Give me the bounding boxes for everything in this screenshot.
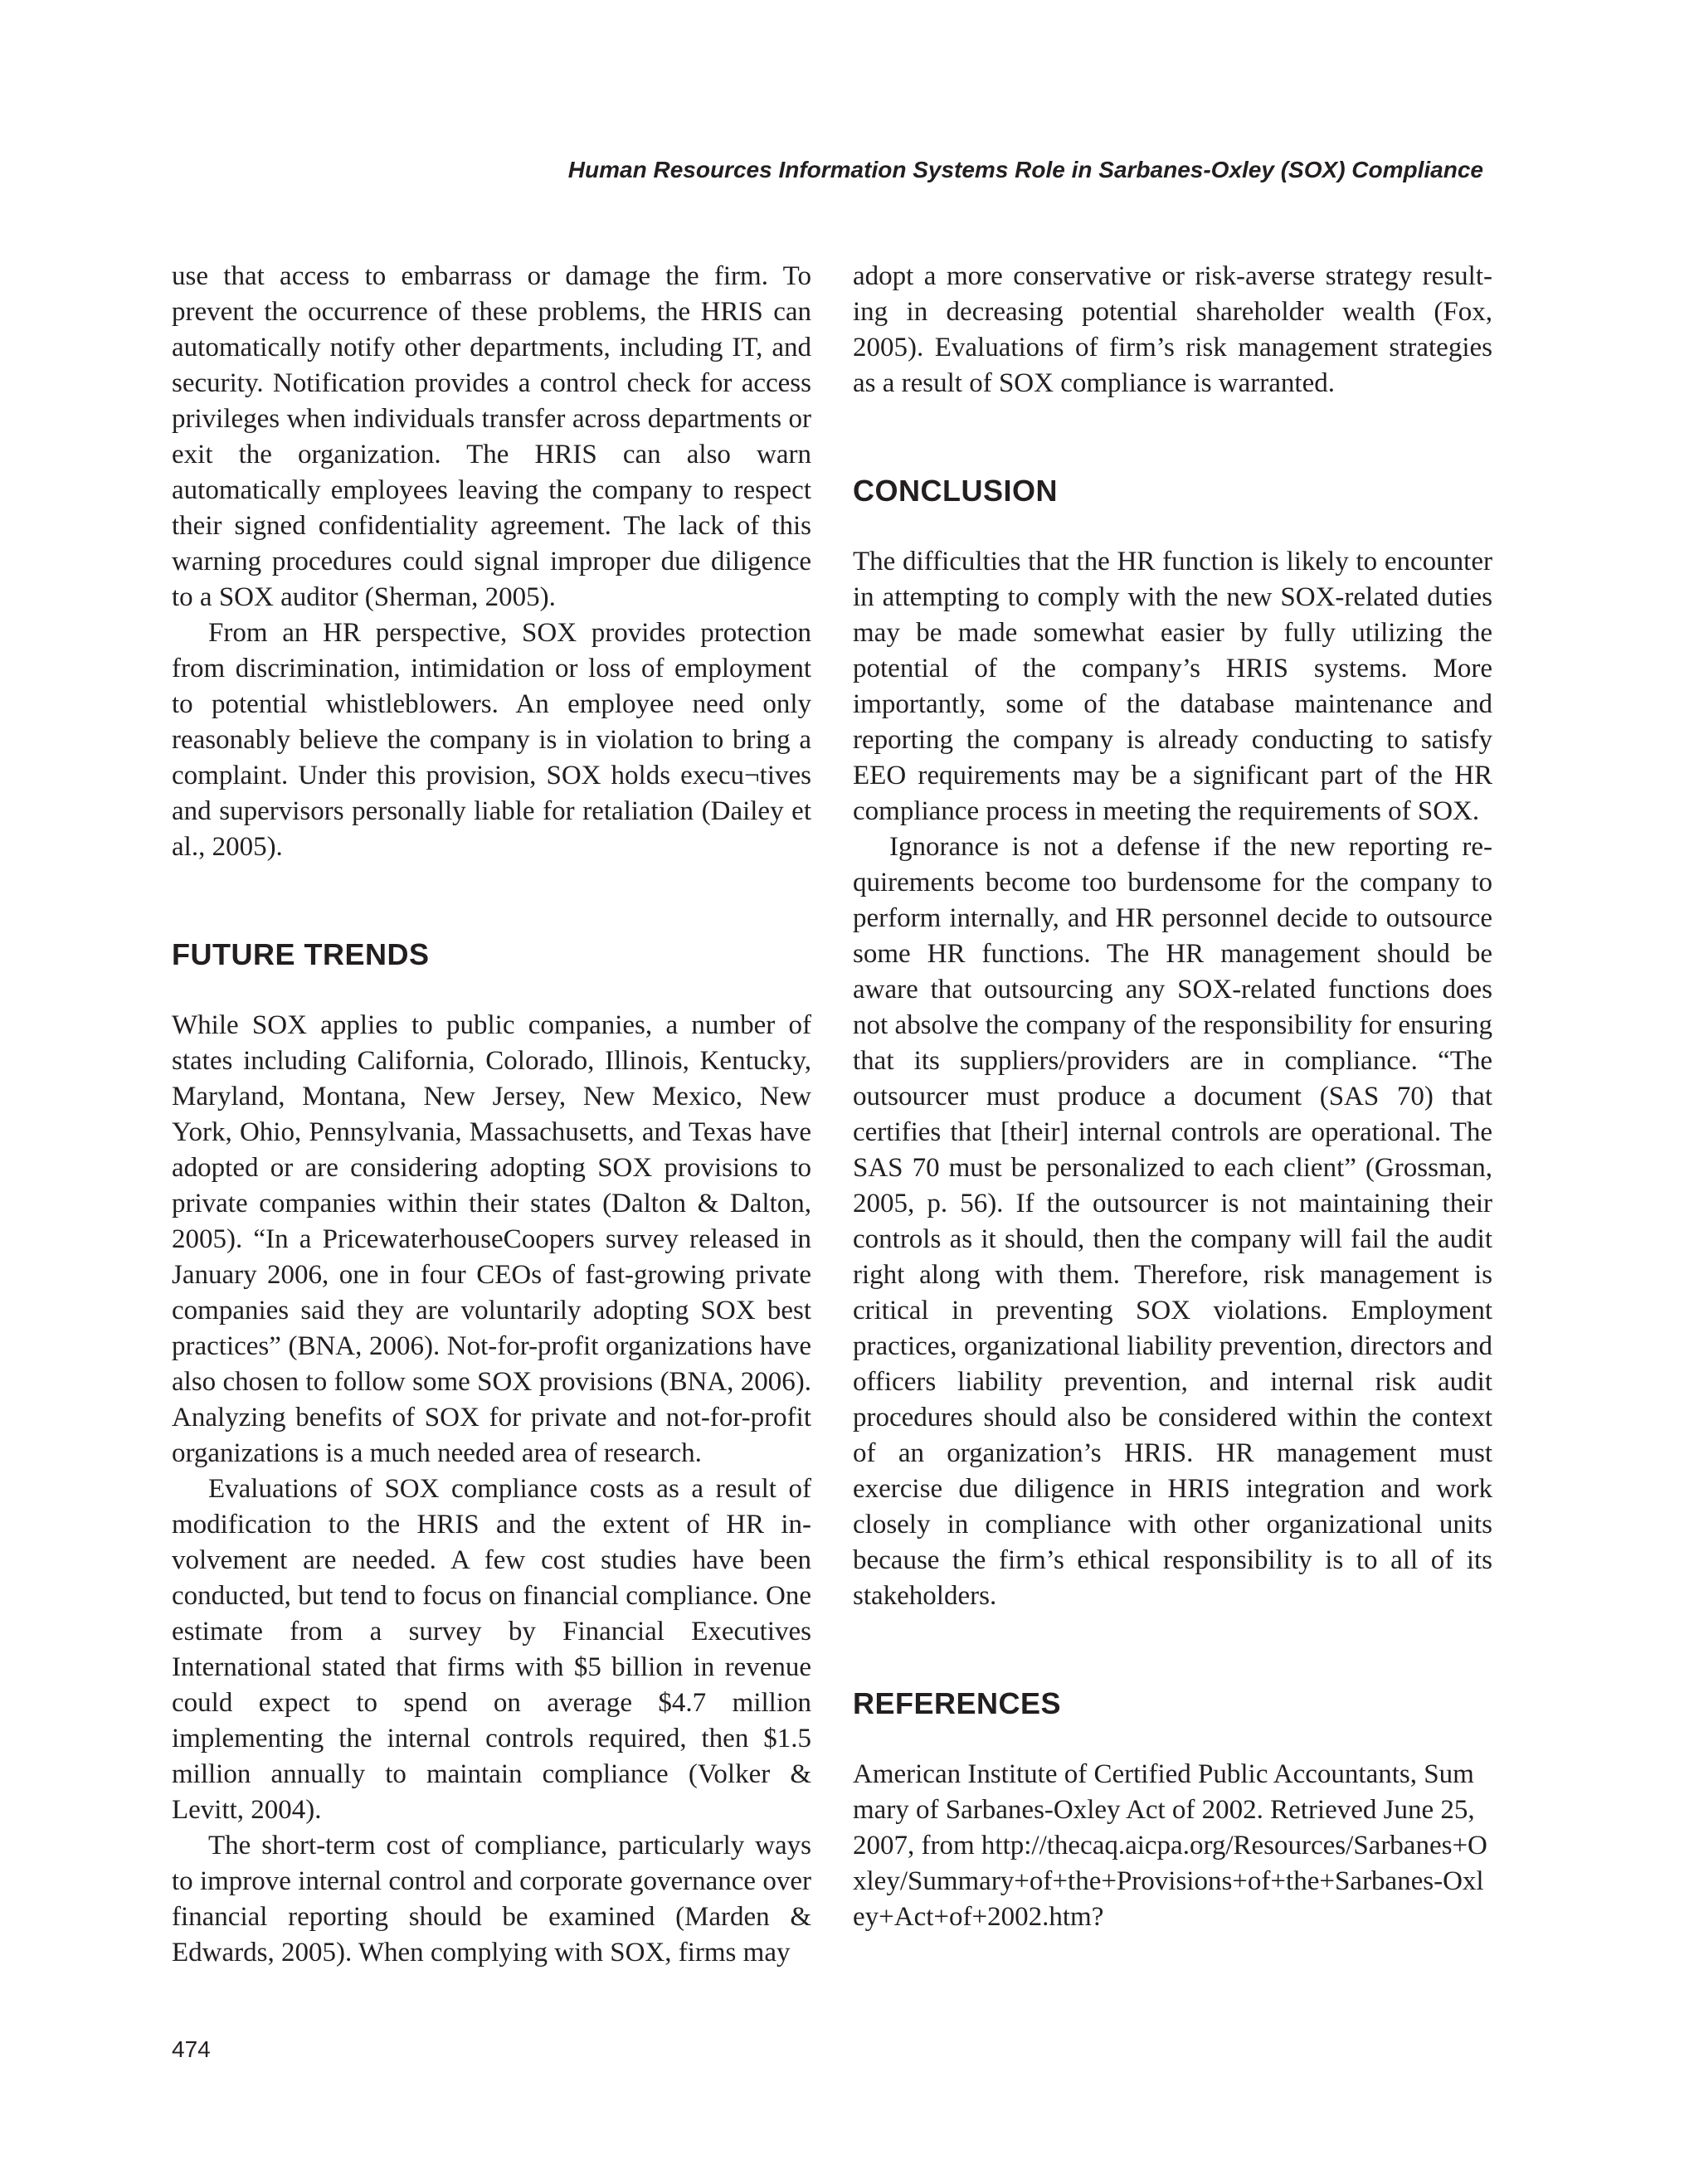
reference-entry: American Institute of Certified Public Accountants, Summary of Sarbanes-Oxley Act of 2002. Retrieved June 25, 2007, from http://thecaq.aicpa.org/Resources/Sarbanes+Oxley/Summary+of+the+Provisions+of+the+Sarbanes-Oxley+Act+of+2002.htm? — [853, 1759, 1487, 1932]
section-heading-references: REFERENCES — [853, 1686, 1062, 1720]
section-heading-future-trends: FUTURE TRENDS — [172, 937, 430, 971]
page-number: 474 — [172, 2036, 211, 2062]
body-paragraph: Ignorance is not a defense if the new reporting requirements become too burdensome for the company to perform internally, and HR personnel decide to outsource some HR functions. The HR management should be aware that outsourcing any SOX-related functions does not absolve the company of the responsibility for ensuring that its suppliers/providers are in compliance. “The outsourcer must produce a document (SAS 70) that certifies that [their] internal controls are operational. The SAS 70 must be personalized to each client” (Grossman, 2005, p. 56). If the outsourcer is not maintaining their controls as it should, then the company will fail the audit right along with them. Therefore, risk management is critical in preventing SOX violations. Employment practices, organizational liability prevention, directors and officers liability prevention, and internal risk audit procedures should also be considered within the context of an organization’s HRIS. HR management must exercise due diligence in HRIS integration and work closely in compliance with other organizational units because the firm’s ethical responsibility is to all of its stakeholders. — [853, 832, 1492, 1611]
body-paragraph: From an HR perspective, SOX provides protection from discrimination, intimidation or loss of employment to potential whistleblowers. An employee need only reasonably believe the company is in violation to bring a complaint. Under this provision, SOX holds execu¬tives and supervisors personally liable for retaliation (Dailey et al., 2005). — [172, 618, 811, 862]
body-paragraph: adopt a more conservative or risk-averse strategy resulting in decreasing potential shareholder wealth (Fox, 2005). Evaluations of firm’s risk management strategies as a result of SOX compliance is warranted. — [853, 261, 1492, 398]
left-column — [172, 259, 811, 1971]
body-paragraph: The difficulties that the HR function is likely to encounter in attempting to comply with the new SOX-related duties may be made somewhat easier by fully utilizing the potential of the company’s HRIS systems. More importantly, some of the database maintenance and reporting the company is already conducting to satisfy EEO requirements may be a significant part of the HR compliance process in meeting the requirements of SOX. — [853, 547, 1492, 826]
body-paragraph: Evaluations of SOX compliance costs as a result of modification to the HRIS and the extent of HR involvement are needed. A few cost studies have been conducted, but tend to focus on financial compliance. One estimate from a survey by Financial Executives International stated that firms with $5 billion in revenue could expect to spend on average $4.7 million implementing the internal controls required, then $1.5 million annually to maintain compliance (Volker & Levitt, 2004). — [172, 1474, 811, 1825]
spacer — [853, 1614, 1492, 1685]
spacer — [853, 508, 1492, 544]
spacer — [853, 401, 1492, 473]
body-paragraph: The short-term cost of compliance, particularly ways to improve internal control and corporate governance over financial reporting should be examined (Marden & Edwards, 2005). When complying with SOX, firms may — [172, 1831, 811, 1968]
section-heading-conclusion: CONCLUSION — [853, 474, 1058, 508]
body-paragraph: use that access to embarrass or damage the firm. To prevent the occurrence of these problems, the HRIS can automatically notify other departments, including IT, and security. Notification provides a control check for access privileges when individuals transfer across departments or exit the organization. The HRIS can also warn automatically employees leaving the company to respect their signed confidentiality agreement. The lack of this warning procedures could signal improper due diligence to a SOX auditor (Sherman, 2005). — [172, 261, 811, 612]
right-column — [853, 259, 1492, 1935]
running-header: Human Resources Information Systems Role in Sarbanes-Oxley (SOX) Compliance — [567, 157, 1483, 182]
spacer — [172, 865, 811, 936]
spacer — [853, 1721, 1492, 1757]
body-paragraph: While SOX applies to public companies, a number of states including California, Colorado, Illinois, Kentucky, Maryland, Montana, New Jersey, New Mexico, New York, Ohio, Pennsylvania, Massachusetts, and Texas have adopted or are considering adopting SOX provisions to private companies within their states (Dalton & Dalton, 2005). “In a PricewaterhouseCoopers survey released in January 2006, one in four CEOs of fast-growing private companies said they are voluntarily adopting SOX best practices” (BNA, 2006). Not-for-profit organizations have also chosen to follow some SOX provisions (BNA, 2006). Analyzing benefits of SOX for private and not-for-profit organizations is a much needed area of research. — [172, 1010, 811, 1468]
spacer — [172, 972, 811, 1008]
